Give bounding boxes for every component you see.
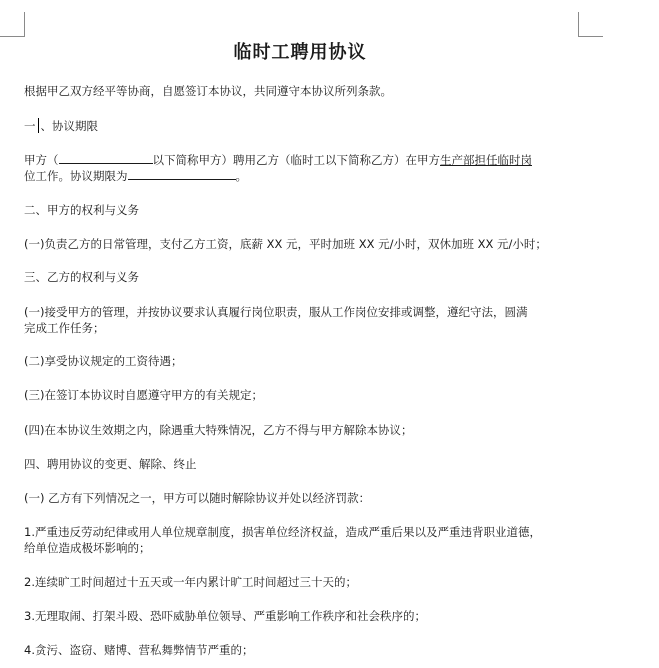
term-label: 位工作。协议期限为 (24, 169, 128, 183)
crop-mark-top-left-v (24, 12, 25, 37)
section-3-item-1-line-2: 完成工作任务； (24, 321, 105, 335)
section-1-heading (24, 118, 584, 135)
party-a-open: 甲方（ (24, 153, 59, 167)
term-blank[interactable] (128, 167, 236, 180)
section-4-subitem-1-line-1: 1.严重违反劳动纪律或用人单位规章制度，损害单位经济权益，造成严重后果以及严重违背职业道德， (24, 525, 541, 539)
section-1-heading-prefix: 一 (24, 119, 36, 133)
section-1-paragraph-line-2 (24, 167, 584, 185)
position-clause: 生产部担任临时岗 (440, 153, 532, 167)
text-cursor (38, 118, 39, 133)
crop-mark-top-left-h (0, 36, 24, 37)
section-3-item-2: (二)享受协议规定的工资待遇； (24, 354, 183, 368)
intro-paragraph: 根据甲乙双方经平等协商，自愿签订本协议，共同遵守本协议所列条款。 (24, 84, 392, 98)
section-1-heading-rest: 、协议期限 (40, 119, 98, 133)
term-end: 。 (235, 169, 247, 183)
document-title: 临时工聘用协议 (233, 42, 367, 63)
crop-mark-top-right-v (578, 12, 579, 37)
party-a-name-blank[interactable] (59, 151, 153, 164)
section-3-heading: 三、乙方的权利与义务 (24, 270, 139, 284)
section-4-heading: 四、聘用协议的变更、解除、终止 (24, 457, 197, 471)
section-3-item-1-line-1: (一)接受甲方的管理，并按协议要求认真履行岗位职责，服从工作岗位安排或调整，遵纪守法，圆满 (24, 305, 528, 319)
party-clause: 以下简称甲方）聘用乙方（临时工以下简称乙方）在甲方 (152, 153, 440, 167)
section-4-subitem-2: 2.连续旷工时间超过十五天或一年内累计旷工时间超过三十天的； (24, 575, 357, 589)
crop-mark-top-right-h (579, 36, 603, 37)
section-3-item-3: (三)在签订本协议时自愿遵守甲方的有关规定； (24, 388, 263, 402)
section-3-item-4: (四)在本协议生效期之内，除遇重大特殊情况，乙方不得与甲方解除本协议； (24, 423, 413, 437)
section-4-item-1: (一) 乙方有下列情况之一，甲方可以随时解除协议并处以经济罚款： (24, 491, 371, 505)
section-4-subitem-4: 4.贪污、盗窃、赌博、营私舞弊情节严重的； (24, 643, 254, 657)
section-2-item-1: (一)负责乙方的日常管理，支付乙方工资，底薪 XX 元，平时加班 XX 元/小时，双休加班 XX 元/小时； (24, 237, 547, 251)
section-4-subitem-1-line-2: 给单位造成极坏影响的； (24, 541, 151, 555)
section-2-heading: 二、甲方的权利与义务 (24, 203, 139, 217)
section-4-subitem-3: 3.无理取闹、打架斗殴、恐吓威胁单位领导、严重影响工作秩序和社会秩序的； (24, 609, 426, 623)
